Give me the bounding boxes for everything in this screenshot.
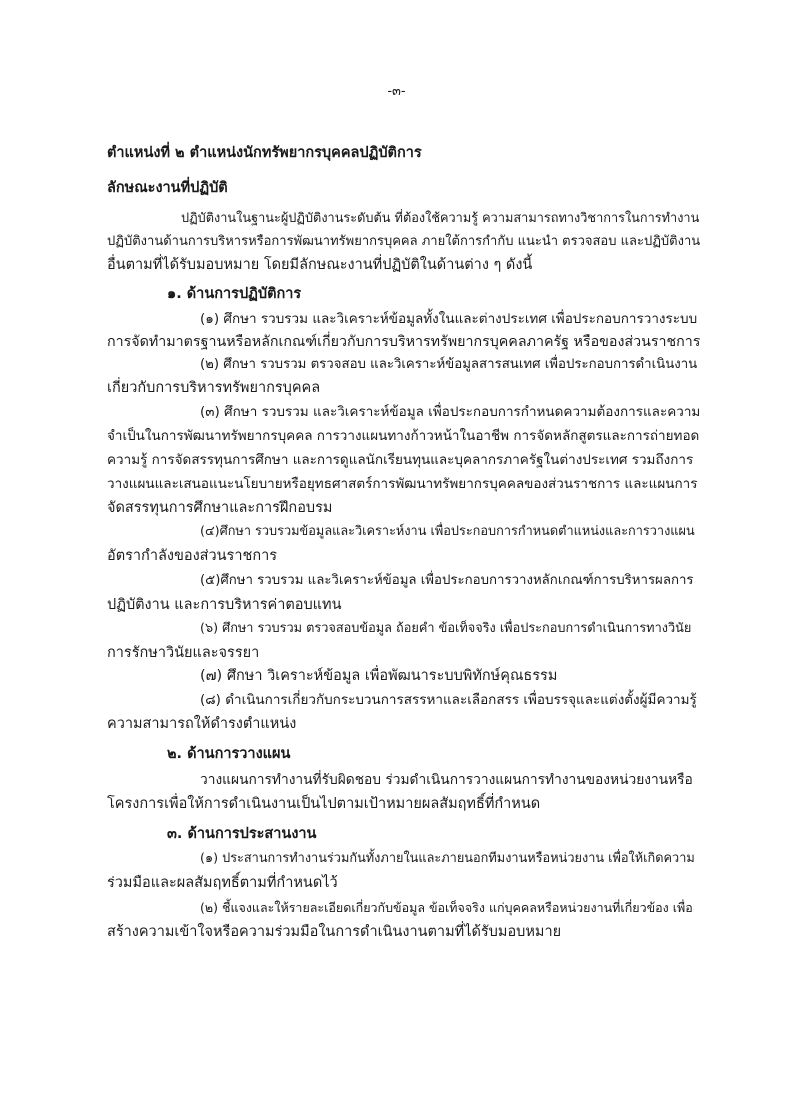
section2-line: วางแผนการทำงานที่รับผิดชอบ ร่วมดำเนินการวางแผนการทำงานของหน่วยงานหรือ xyxy=(200,772,693,788)
section1-item-line: ความรู้ การจัดสรรทุนการศึกษา และการดูแลนักเรียนทุนและบุคลากรภาครัฐในต่างประเทศ รวมถึงการ xyxy=(107,452,694,468)
section3-item-line: (๑) ประสานการทำงานร่วมกันทั้งภายในและภายนอกทีมงานหรือหน่วยงาน เพื่อให้เกิดความ xyxy=(200,851,695,866)
section1-item-line: ปฏิบัติงาน และการบริหารค่าตอบแทน xyxy=(107,597,342,613)
section1-item-line: การจัดทำมาตรฐานหรือหลักเกณฑ์เกี่ยวกับการบริหารทรัพยากรบุคคลภาครัฐ หรือของส่วนราชการ xyxy=(107,334,701,350)
section1-item-line: อัตรากำลังของส่วนราชการ xyxy=(107,548,278,564)
section1-item-line: (๕)ศึกษา รวบรวม และวิเคราะห์ข้อมูล เพื่อประกอบการวางหลักเกณฑ์การบริหารผลการ xyxy=(200,573,694,588)
section2-line: โครงการเพื่อให้การดำเนินงานเป็นไปตามเป้าหมายผลสัมฤทธิ์ที่กำหนด xyxy=(107,796,541,812)
intro-line: ปฏิบัติงานในฐานะผู้ปฏิบัติงานระดับต้น ที่ต้องใช้ความรู้ ความสามารถทางวิชาการในการทำงาน xyxy=(181,211,700,226)
section1-item-line: การรักษาวินัยและจรรยา xyxy=(107,645,260,661)
section1-item-line: (๒) ศึกษา รวบรวม ตรวจสอบ และวิเคราะห์ข้อมูลสารสนเทศ เพื่อประกอบการดำเนินงาน xyxy=(200,357,698,372)
section3-item-line: (๒) ชี้แจงและให้รายละเอียดเกี่ยวกับข้อมูล ข้อเท็จจริง แก่บุคคลหรือหน่วยงานที่เกี่ยวข้อง เพื่อ xyxy=(200,900,693,915)
section1-item-line: (๓) ศึกษา รวบรวม และวิเคราะห์ข้อมูล เพื่อประกอบการกำหนดความต้องการและความ xyxy=(200,404,701,420)
duties-heading: ลักษณะงานที่ปฏิบัติ xyxy=(107,180,228,196)
intro-line: อื่นตามที่ได้รับมอบหมาย โดยมีลักษณะงานที่ปฏิบัติในด้านต่าง ๆ ดังนี้ xyxy=(107,257,533,273)
position-heading: ตำแหน่งที่ ๒ ตำแหน่งนักทรัพยากรบุคคลปฏิบัติการ xyxy=(107,145,422,161)
section1-item-line: ความสามารถให้ดำรงตำแหน่ง xyxy=(107,716,297,732)
section1-item-line: (๘) ดำเนินการเกี่ยวกับกระบวนการสรรหาและเลือกสรร เพื่อบรรจุและแต่งตั้งผู้มีความรู้ xyxy=(200,692,697,708)
section1-item-line: วางแผนและเสนอแนะนโยบายหรือยุทธศาสตร์การพัฒนาทรัพยากรบุคคลของส่วนราชการ และแผนการ xyxy=(107,476,698,492)
section1-item-line: (๗) ศึกษา วิเคราะห์ข้อมูล เพื่อพัฒนาระบบพิทักษ์คุณธรรม xyxy=(200,668,558,684)
section1-item-line: จัดสรรทุนการศึกษาและการฝึกอบรม xyxy=(107,500,333,516)
section1-heading: ๑. ด้านการปฏิบัติการ xyxy=(167,286,302,302)
section3-heading: ๓. ด้านการประสานงาน xyxy=(167,826,317,842)
section1-item-line: จำเป็นในการพัฒนาทรัพยากรบุคคล การวางแผนทางก้าวหน้าในอาชีพ การจัดหลักสูตรและการถ่ายทอด xyxy=(107,428,700,444)
section1-item-line: (๔)ศึกษา รวบรวมข้อมูลและวิเคราะห์งาน เพื่อประกอบการกำหนดตำแหน่งและการวางแผน xyxy=(200,524,695,539)
section1-item-line: (๖) ศึกษา รวบรวม ตรวจสอบข้อมูล ถ้อยคำ ข้อเท็จจริง เพื่อประกอบการดำเนินการทางวินัย xyxy=(200,621,692,636)
section3-item-line: ร่วมมือและผลสัมฤทธิ์ตามที่กำหนดไว้ xyxy=(107,875,338,891)
page-number: -๓- xyxy=(387,84,406,99)
section1-item-line: (๑) ศึกษา รวบรวม และวิเคราะห์ข้อมูลทั้งในและต่างประเทศ เพื่อประกอบการวางระบบ xyxy=(200,311,698,327)
intro-line: ปฏิบัติงานด้านการบริหารหรือการพัฒนาทรัพยากรบุคคล ภายใต้การกำกับ แนะนำ ตรวจสอบ และปฏิบัติงาน xyxy=(107,234,701,249)
section3-item-line: สร้างความเข้าใจหรือความร่วมมือในการดำเนินงานตามที่ได้รับมอบหมาย xyxy=(107,924,562,940)
section1-item-line: เกี่ยวกับการบริหารทรัพยากรบุคคล xyxy=(107,380,321,396)
section2-heading: ๒. ด้านการวางแผน xyxy=(167,746,291,762)
